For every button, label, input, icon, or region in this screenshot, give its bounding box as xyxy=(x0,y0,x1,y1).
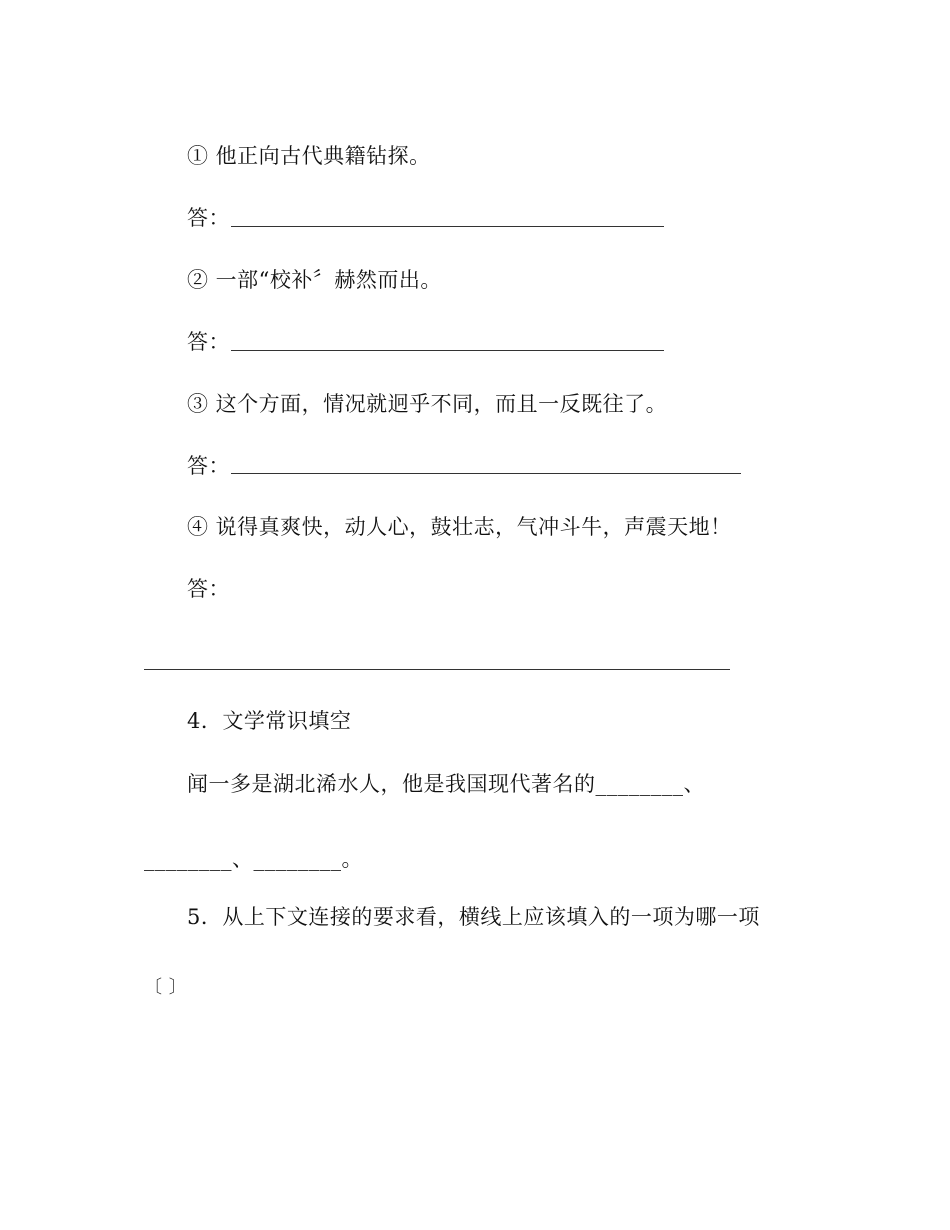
sentence-1: ① 他正向古代典籍钻探。 xyxy=(187,144,431,168)
question-4-line-1: 闻一多是湖北浠水人，他是我国现代著名的________、 xyxy=(187,772,705,796)
answer-label-2: 答： xyxy=(187,330,230,354)
answer-label-3: 答： xyxy=(187,454,230,478)
sentence-3: ③ 这个方面，情况就迥乎不同，而且一反既往了。 xyxy=(187,392,668,416)
answer-line-1[interactable] xyxy=(231,226,664,227)
question-5-title: 5．从上下文连接的要求看，横线上应该填入的一项为哪一项 xyxy=(187,905,760,929)
answer-line-3[interactable] xyxy=(231,473,741,474)
answer-label-4: 答： xyxy=(187,577,230,601)
sentence-2: ② 一部“校补〞赫然而出。 xyxy=(187,268,442,292)
question-4-title: 4．文学常识填空 xyxy=(187,709,352,733)
answer-bracket: 〔 〕 xyxy=(144,977,188,998)
answer-line-4[interactable] xyxy=(144,669,730,670)
answer-label-1: 答： xyxy=(187,206,230,230)
question-4-line-2: ________、________。 xyxy=(144,847,363,871)
sentence-4: ④ 说得真爽快，动人心，鼓壮志，气冲斗牛，声震天地！ xyxy=(187,515,732,539)
answer-line-2[interactable] xyxy=(231,350,664,351)
